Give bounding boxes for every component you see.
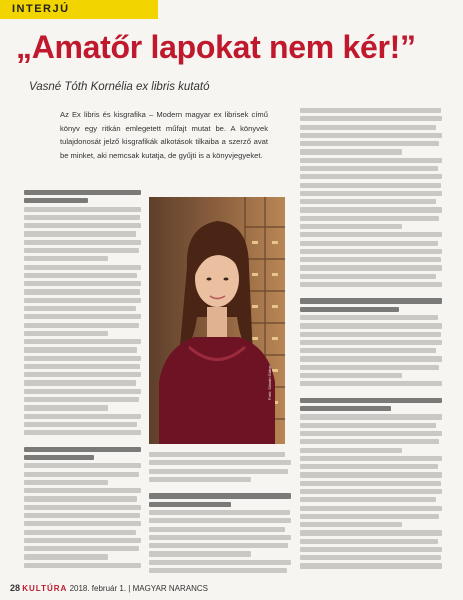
text-line <box>24 240 141 245</box>
footer-issue: 2018. február 1. | MAGYAR NARANCS <box>69 584 208 593</box>
text-line <box>300 332 441 337</box>
text-line <box>300 365 439 370</box>
text-line <box>300 340 442 345</box>
text-line <box>24 422 137 427</box>
article-headline: „Amatőr lapokat nem kér!” <box>16 29 416 65</box>
text-line <box>300 481 441 486</box>
text-line <box>24 215 140 220</box>
text-line <box>300 116 442 121</box>
footer-brand: KULTÚRA <box>22 584 68 593</box>
text-line <box>149 510 290 515</box>
text-line <box>24 298 141 303</box>
text-line <box>149 502 231 507</box>
text-line <box>300 257 441 262</box>
text-line <box>24 364 140 369</box>
text-line <box>24 223 141 228</box>
text-line <box>149 477 251 482</box>
text-line <box>300 290 442 295</box>
text-line <box>24 198 88 203</box>
photo-credit: Fotó: Sióvári Gábor <box>267 365 272 400</box>
text-line <box>300 431 442 436</box>
text-line <box>300 381 442 386</box>
text-line <box>24 372 141 377</box>
text-line <box>300 522 402 527</box>
text-line <box>24 190 141 195</box>
text-line <box>24 397 139 402</box>
text-line <box>300 356 442 361</box>
text-line <box>300 249 442 254</box>
text-line <box>300 191 442 196</box>
text-line <box>149 469 288 474</box>
text-line <box>300 555 441 560</box>
text-line <box>300 414 442 419</box>
text-line <box>300 282 442 287</box>
text-line <box>149 460 291 465</box>
text-line <box>300 390 442 395</box>
text-line <box>300 274 436 279</box>
text-line <box>24 339 141 344</box>
text-line <box>300 323 442 328</box>
text-line <box>24 256 108 261</box>
text-line <box>24 563 141 568</box>
page-number: 28 <box>10 583 21 593</box>
text-line <box>24 463 141 468</box>
text-line <box>300 539 438 544</box>
text-line <box>300 506 442 511</box>
article-lead: Az Ex libris és kisgrafika – Modern magyar ex librisek című könyv egy ritkán emlegetett műfajt mutat be. A könyvek tulajdonosát jelző kisgrafikák alkotások tilkaiba a szerző avat be minket, aki nemcsak kutatja, de gyűjti is a könyvjegyeket. <box>60 110 268 160</box>
text-line <box>300 216 439 221</box>
page-footer <box>10 583 208 593</box>
text-line <box>149 518 291 523</box>
text-line <box>300 224 402 229</box>
text-line <box>300 464 438 469</box>
text-line <box>149 568 287 573</box>
text-line <box>24 447 141 452</box>
text-line <box>300 398 442 403</box>
text-line <box>300 183 441 188</box>
text-line <box>24 430 141 435</box>
text-line <box>24 530 136 535</box>
text-line <box>300 423 436 428</box>
text-line <box>300 232 442 237</box>
text-line <box>300 563 442 568</box>
text-line <box>300 158 442 163</box>
text-line <box>24 488 141 493</box>
text-line <box>24 380 136 385</box>
body-column-right <box>300 108 442 578</box>
text-line <box>24 496 137 501</box>
text-line <box>24 472 139 477</box>
text-line <box>300 456 442 461</box>
text-line <box>149 560 291 565</box>
text-line <box>24 273 137 278</box>
text-line <box>300 406 391 411</box>
text-line <box>300 315 438 320</box>
text-line <box>24 265 141 270</box>
text-line <box>24 546 139 551</box>
text-line <box>24 538 141 543</box>
text-line <box>300 207 442 212</box>
text-line <box>149 493 291 498</box>
body-column-left <box>24 190 141 578</box>
portrait-photo <box>149 197 285 444</box>
text-line <box>300 439 439 444</box>
text-line <box>24 438 141 443</box>
text-line <box>24 314 141 319</box>
text-line <box>24 248 139 253</box>
text-line <box>300 373 402 378</box>
text-line <box>24 281 141 286</box>
text-line <box>300 497 436 502</box>
text-line <box>300 348 436 353</box>
text-line <box>300 141 439 146</box>
text-line <box>149 485 291 490</box>
text-line <box>149 452 285 457</box>
article-subtitle: Vasné Tóth Kornélia ex libris kutató <box>29 81 210 93</box>
text-line <box>300 108 441 113</box>
text-line <box>300 265 442 270</box>
section-tag: INTERJÚ <box>0 0 158 19</box>
text-line <box>24 455 94 460</box>
text-line <box>300 307 399 312</box>
text-line <box>24 554 108 559</box>
text-line <box>24 331 108 336</box>
text-line <box>24 414 141 419</box>
text-line <box>24 356 141 361</box>
text-line <box>300 547 442 552</box>
text-line <box>149 543 288 548</box>
text-line <box>24 231 136 236</box>
text-line <box>300 133 442 138</box>
text-line <box>149 527 285 532</box>
text-line <box>300 241 438 246</box>
text-line <box>149 551 251 556</box>
text-line <box>300 199 436 204</box>
text-line <box>300 472 442 477</box>
text-line <box>300 298 442 303</box>
text-line <box>300 149 402 154</box>
text-line <box>24 323 139 328</box>
text-line <box>24 289 140 294</box>
text-line <box>24 505 141 510</box>
text-line <box>300 448 402 453</box>
text-line <box>24 480 108 485</box>
text-line <box>300 125 436 130</box>
text-line <box>24 347 137 352</box>
text-line <box>300 174 442 179</box>
text-line <box>24 306 136 311</box>
text-line <box>149 535 291 540</box>
text-line <box>24 405 108 410</box>
text-line <box>24 389 141 394</box>
text-line <box>300 166 438 171</box>
text-line <box>300 514 439 519</box>
text-line <box>24 207 141 212</box>
text-line <box>300 530 442 535</box>
body-column-middle <box>149 452 291 578</box>
text-line <box>24 513 140 518</box>
text-line <box>24 521 141 526</box>
text-line <box>300 489 442 494</box>
